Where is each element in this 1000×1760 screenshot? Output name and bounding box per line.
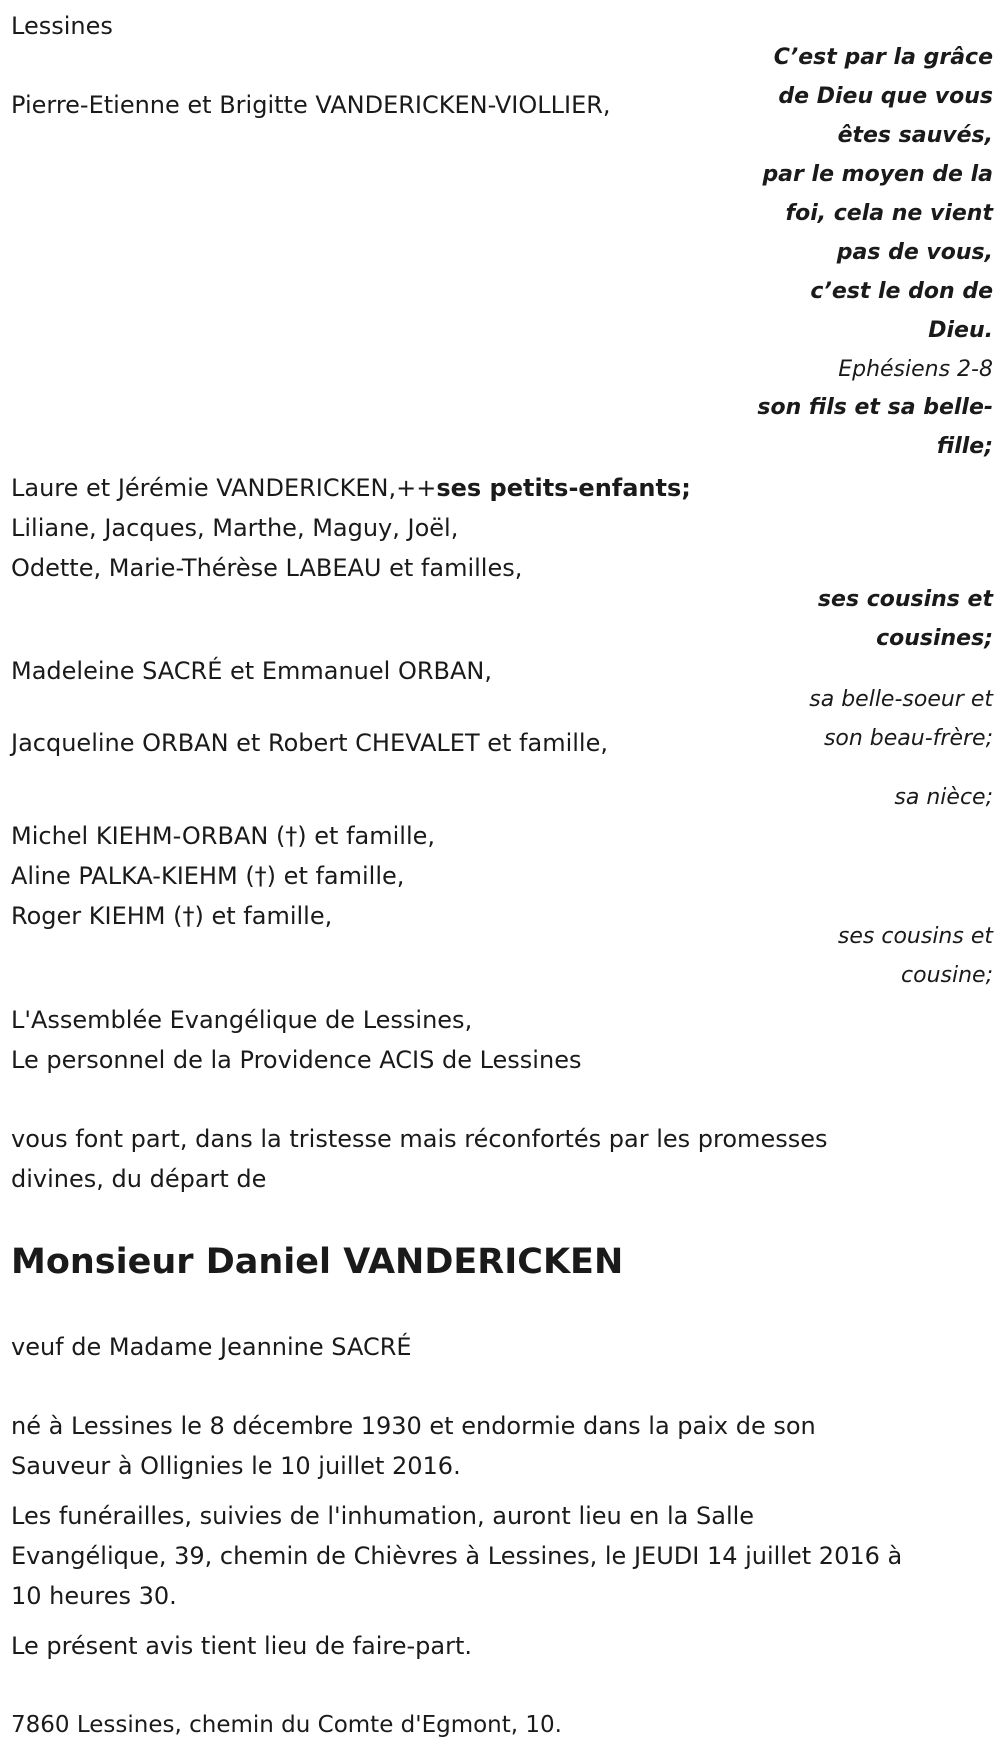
funeral-line-2: Evangélique, 39, chemin de Chièvres à Lessines, le JEUDI 14 juillet 2016 à [11,1542,903,1570]
niece-names: Jacqueline ORBAN et Robert CHEVALET et famille, [11,729,608,757]
in-laws-names: Madeleine SACRÉ et Emmanuel ORBAN, [11,657,492,685]
cousin-role: ses cousins et cousine; [837,924,993,988]
cousin-a: Michel KIEHM-ORBAN (†) et famille, [11,822,436,850]
verse-line: foi, cela ne vient [785,201,993,226]
announcement-line-2: divines, du départ de [11,1165,267,1193]
address-line: 7860 Lessines, chemin du Comte d'Egmont, 10. [11,1712,562,1738]
funeral-line-3: 10 heures 30. [11,1582,177,1610]
cousins-names-2: Odette, Marie-Thérèse LABEAU et familles, [11,554,523,582]
cousins-names-1: Liliane, Jacques, Marthe, Maguy, Joël, [11,514,459,542]
cousin-b: Aline PALKA-KIEHM (†) et famille, [11,862,405,890]
verse-line: c’est le don de [810,279,993,304]
in-laws-role: sa belle-soeur et son beau-frère; [809,687,993,751]
son-names: Pierre-Etienne et Brigitte VANDERICKEN-VIOLLIER, [11,91,611,119]
verse-text [743,38,993,350]
widower-line: veuf de Madame Jeannine SACRÉ [11,1333,412,1361]
location: Lessines [11,12,113,40]
organization-2: Le personnel de la Providence ACIS de Lessines [11,1046,582,1074]
verse-line: par le moyen de la [762,162,993,187]
verse-line: êtes sauvés, [837,123,993,148]
cousins-role: ses cousins et cousines; [817,587,993,651]
cousin-c: Roger KIEHM (†) et famille, [11,902,333,930]
funeral-line-1: Les funérailles, suivies de l'inhumation, auront lieu en la Salle [11,1502,755,1530]
deceased-name: Monsieur Daniel VANDERICKEN [11,1242,624,1282]
verse-reference: Ephésiens 2-8 [838,357,993,382]
verse-line: de Dieu que vous [778,84,993,109]
son-role: son fils et sa belle- fille; [757,395,993,459]
verse-line: C’est par la grâce [773,45,993,70]
verse-line: Dieu. [928,318,993,343]
grandchildren-line [11,470,691,506]
grandchildren-role: ses petits-enfants; [436,474,691,502]
notice-line: Le présent avis tient lieu de faire-part. [11,1632,473,1660]
verse-line: pas de vous, [836,240,993,265]
announcement-line-1: vous font part, dans la tristesse mais réconfortés par les promesses [11,1125,828,1153]
organization-1: L'Assemblée Evangélique de Lessines, [11,1006,473,1034]
birth-death-line-2: Sauveur à Ollignies le 10 juillet 2016. [11,1452,461,1480]
birth-death-line-1: né à Lessines le 8 décembre 1930 et endormie dans la paix de son [11,1412,816,1440]
niece-role: sa nièce; [894,785,993,810]
grandchildren-names: Laure et Jérémie VANDERICKEN,++ [11,474,437,502]
